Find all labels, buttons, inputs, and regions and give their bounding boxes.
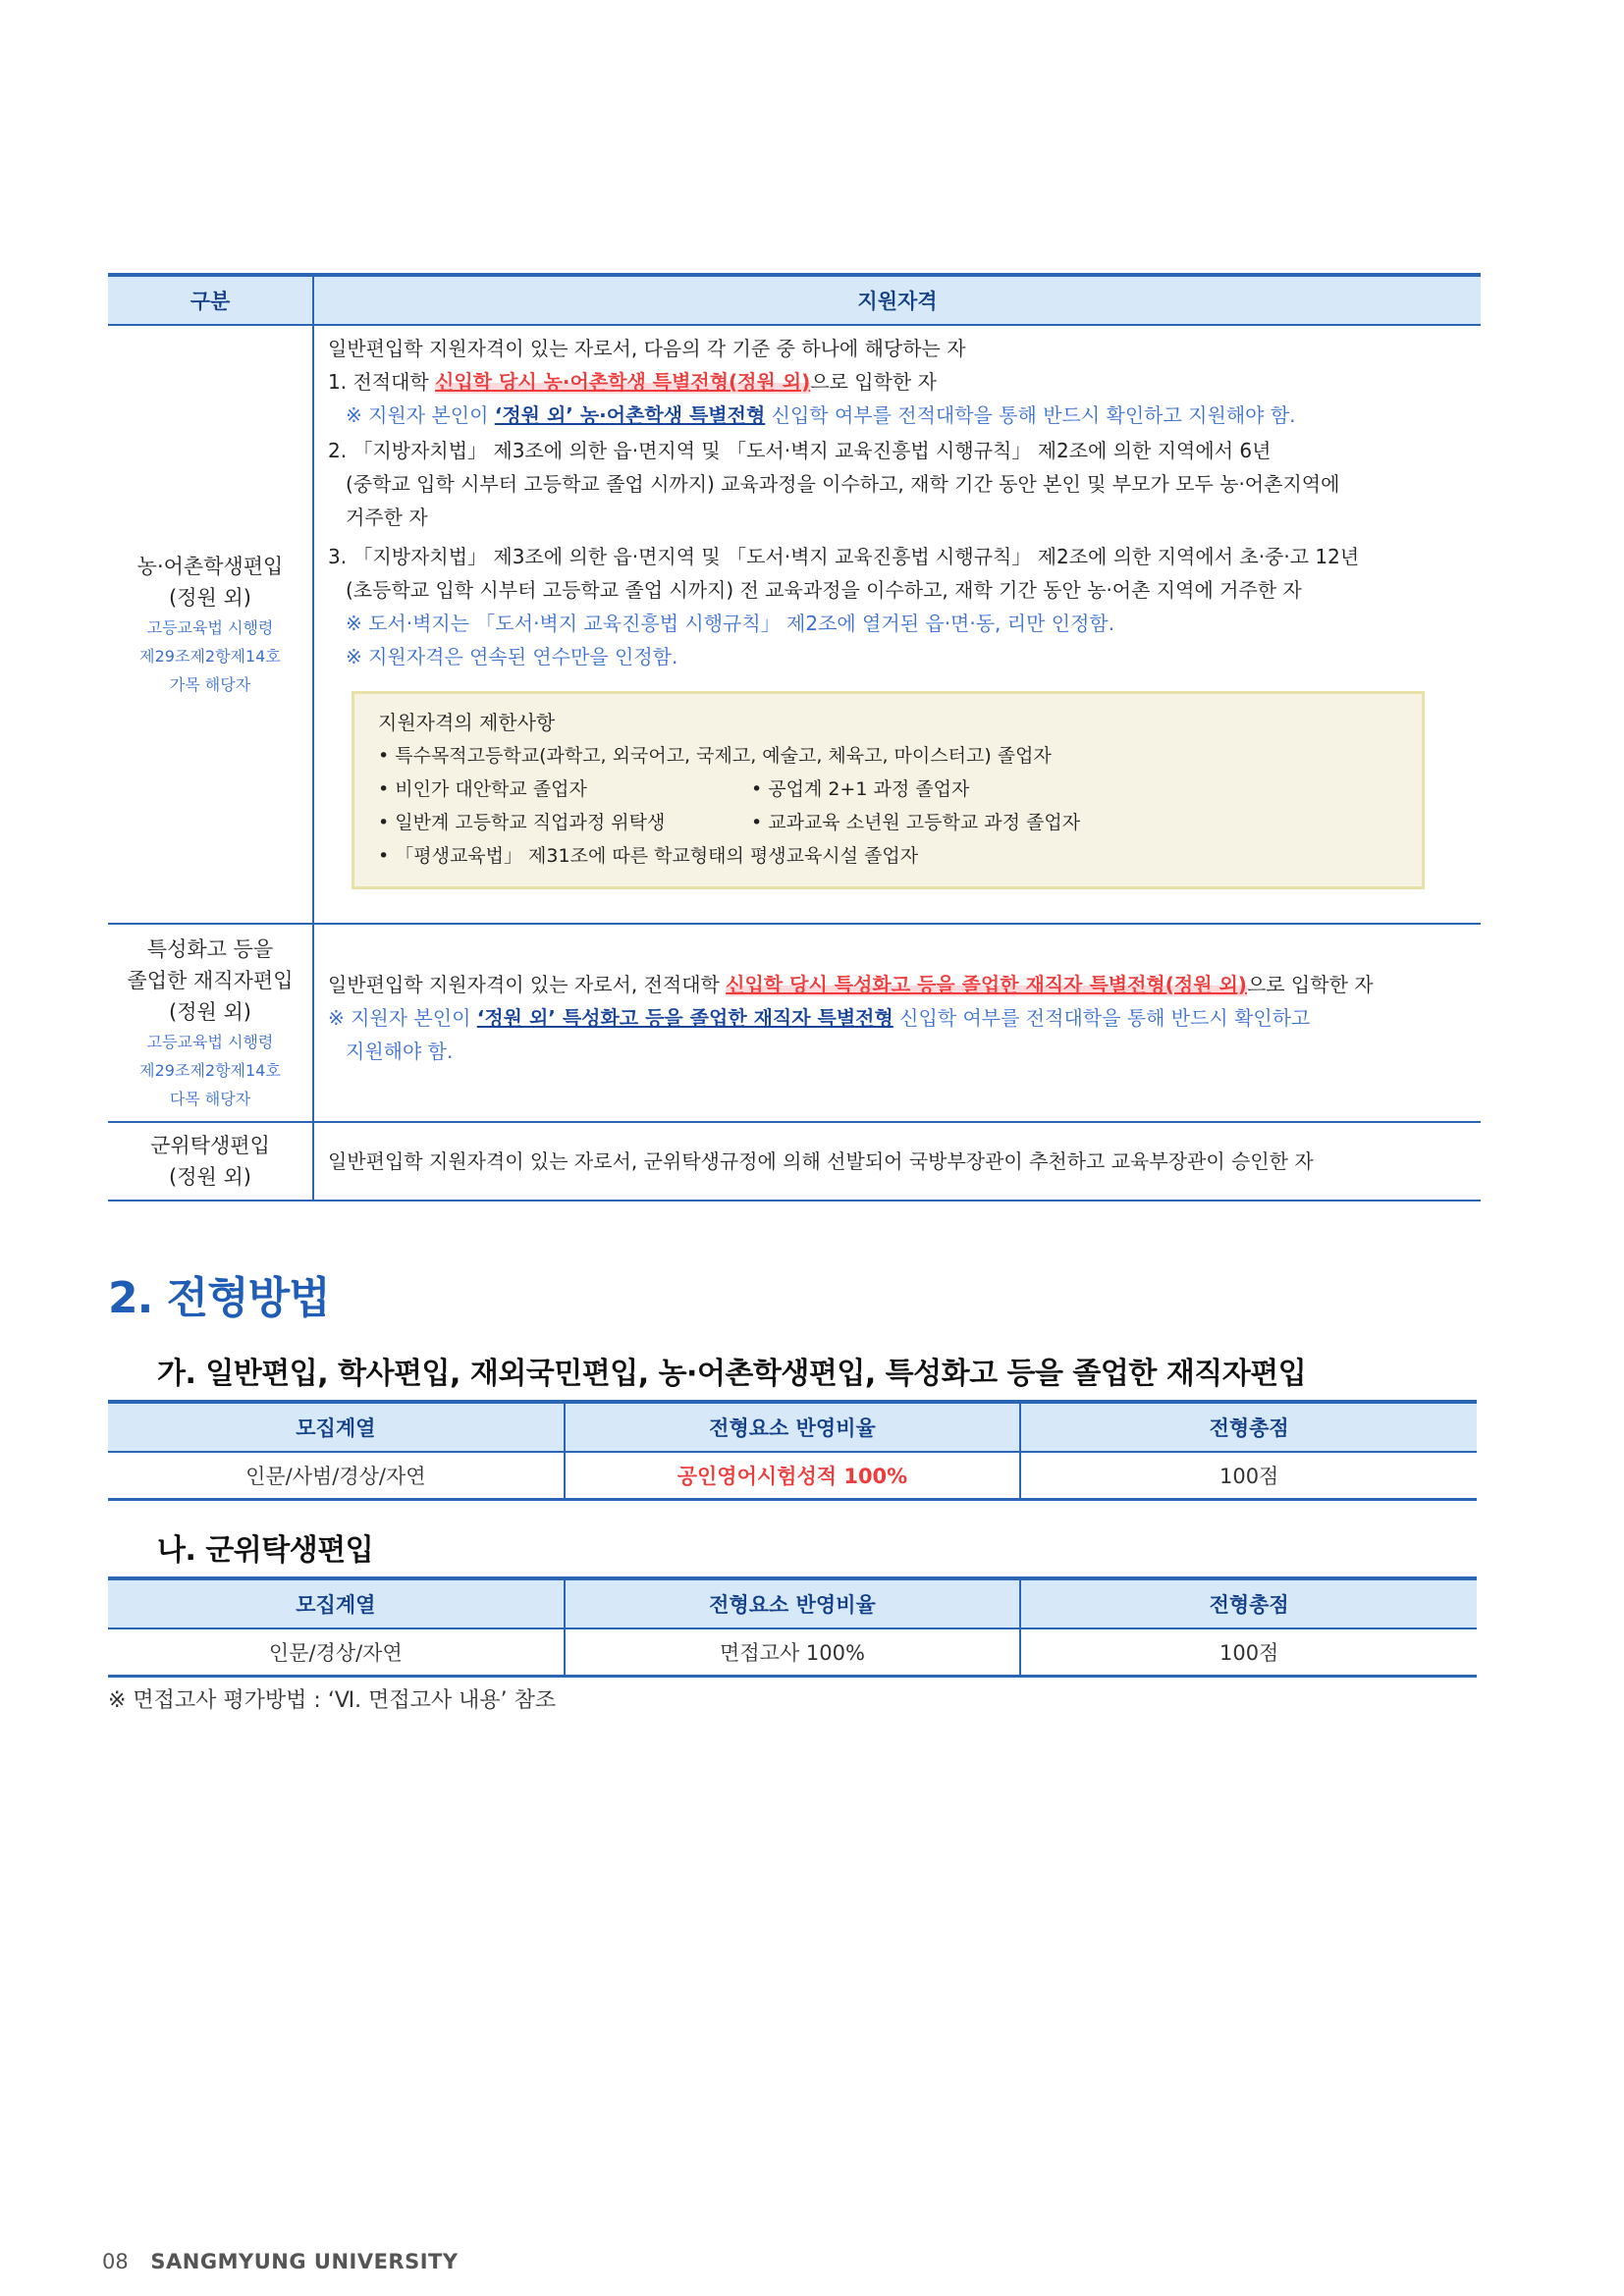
rural-law-line: 제29조제2항제14호 <box>139 646 281 666</box>
specialized-law-line: 다목 해당자 <box>169 1089 251 1108</box>
rural-law-line: 가목 해당자 <box>169 674 251 694</box>
method-a-header: 전형요소 반영비율 <box>565 1402 1021 1452</box>
specialized-category-cell <box>108 924 313 1122</box>
specialized-eligibility-cell <box>313 924 1481 1122</box>
rural-item-1-note: ※ 지원자 본인이 ‘정원 외’ 농·어촌학생 특별전형 신입학 여부를 전적대학을 통해 반드시 확인하고 지원해야 함. <box>346 403 1296 427</box>
specialized-law-line: 고등교육법 시행령 <box>146 1032 274 1051</box>
rural-item-1: 1. 전적대학 신입학 당시 농·어촌학생 특별전형(정원 외)으로 입학한 자 <box>328 370 937 394</box>
section-title: 2. 전형방법 <box>108 1273 330 1323</box>
rural-item-3-line1: 3. 「지방자치법」 제3조에 의한 읍·면지역 및 「도서·벽지 교육진흥법 시행규칙」 제2조에 의한 지역에서 초·중·고 12년 <box>328 545 1360 568</box>
method-table-b <box>108 1576 1477 1678</box>
method-a-ratio: 공인영어시험성적 100% <box>565 1452 1021 1500</box>
restrictions-box <box>352 691 1425 889</box>
rural-quota: (정원 외) <box>169 585 251 610</box>
page-number: 08 <box>102 2250 129 2273</box>
rural-intro: 일반편입학 지원자격이 있는 자로서, 다음의 각 기준 중 하나에 해당하는 자 <box>328 337 966 360</box>
header-eligibility: 지원자격 <box>313 275 1481 325</box>
specialized-note-line2: 지원해야 함. <box>346 1040 454 1063</box>
rural-item-2-line2: (중학교 입학 시부터 고등학교 졸업 시까지) 교육과정을 이수하고, 재학 기간 동안 본인 및 부모가 모두 농·어촌지역에 <box>346 472 1340 496</box>
rural-law-line: 고등교육법 시행령 <box>146 617 274 637</box>
restriction-item: • 「평생교육법」 제31조에 따른 학교형태의 평생교육시설 졸업자 <box>378 845 919 867</box>
restrictions-title: 지원자격의 제한사항 <box>378 711 556 734</box>
military-text: 일반편입학 지원자격이 있는 자로서, 군위탁생규정에 의해 선발되어 국방부장관이 추천하고 교육부장관이 승인한 자 <box>313 1122 1481 1201</box>
university-name: SANGMYUNG UNIVERSITY <box>150 2250 459 2273</box>
subsection-b-title: 나. 군위탁생편입 <box>157 1533 374 1568</box>
table-row <box>108 1629 1477 1677</box>
method-b-header-row <box>108 1578 1477 1629</box>
page-footer <box>102 2250 459 2273</box>
method-table-a <box>108 1400 1477 1501</box>
restriction-item: • 교과교육 소년원 고등학교 과정 졸업자 <box>751 812 1081 833</box>
method-b-header: 모집계열 <box>108 1578 565 1629</box>
military-quota: (정원 외) <box>169 1165 251 1189</box>
rural-category-cell <box>108 325 313 924</box>
rural-item-3-line2: (초등학교 입학 시부터 고등학교 졸업 시까지) 전 교육과정을 이수하고, 재학 기간 동안 농·어촌 지역에 거주한 자 <box>346 578 1302 602</box>
method-b-header: 전형요소 반영비율 <box>565 1578 1021 1629</box>
eligibility-table <box>108 273 1481 1201</box>
interview-note: ※ 면접고사 평가방법 : ‘Ⅵ. 면접고사 내용’ 참조 <box>108 1688 557 1713</box>
table-row <box>108 1452 1477 1500</box>
specialized-category-line1: 특성화고 등을 <box>146 936 274 961</box>
military-row <box>108 1122 1481 1201</box>
eligibility-header-row <box>108 275 1481 325</box>
rural-item-2-line1: 2. 「지방자치법」 제3조에 의한 읍·면지역 및 「도서·벽지 교육진흥법 시행규칙」 제2조에 의한 지역에서 6년 <box>328 439 1272 462</box>
specialized-highlight: 신입학 당시 특성화고 등을 졸업한 재직자 특별전형(정원 외) <box>726 973 1247 996</box>
method-a-header-row <box>108 1402 1477 1452</box>
method-b-field: 인문/경상/자연 <box>108 1629 565 1677</box>
method-a-total: 100점 <box>1020 1452 1477 1500</box>
method-b-ratio: 면접고사 100% <box>565 1629 1021 1677</box>
method-a-header: 모집계열 <box>108 1402 565 1452</box>
method-b-total: 100점 <box>1020 1629 1477 1677</box>
method-a-field: 인문/사범/경상/자연 <box>108 1452 565 1500</box>
rural-category: 농·어촌학생편입 <box>136 554 284 578</box>
specialized-law-line: 제29조제2항제14호 <box>139 1060 281 1080</box>
rural-row <box>108 325 1481 924</box>
subsection-a-title: 가. 일반편입, 학사편입, 재외국민편입, 농·어촌학생편입, 특성화고 등을 졸업한 재직자편입 <box>157 1357 1307 1391</box>
header-category: 구분 <box>108 275 313 325</box>
specialized-row <box>108 924 1481 1122</box>
restriction-item: • 공업계 2+1 과정 졸업자 <box>751 778 970 800</box>
specialized-text: 일반편입학 지원자격이 있는 자로서, 전적대학 신입학 당시 특성화고 등을 졸업한 재직자 특별전형(정원 외)으로 입학한 자 <box>328 973 1374 996</box>
rural-item-3-note2: ※ 지원자격은 연속된 연수만을 인정함. <box>346 645 678 668</box>
rural-item-1-highlight: 신입학 당시 농·어촌학생 특별전형(정원 외) <box>435 370 811 394</box>
specialized-quota: (정원 외) <box>169 999 251 1024</box>
military-category-cell <box>108 1122 313 1201</box>
method-a-header: 전형총점 <box>1020 1402 1477 1452</box>
specialized-category-line2: 졸업한 재직자편입 <box>127 968 294 992</box>
specialized-note: ※ 지원자 본인이 ‘정원 외’ 특성화고 등을 졸업한 재직자 특별전형 신입학 여부를 전적대학을 통해 반드시 확인하고 <box>328 1006 1311 1030</box>
rural-item-3-note1: ※ 도서·벽지는 「도서·벽지 교육진흥법 시행규칙」 제2조에 열거된 읍·면·동, 리만 인정함. <box>346 612 1115 635</box>
restriction-item: • 비인가 대안학교 졸업자 <box>378 778 587 800</box>
restriction-item: • 특수목적고등학교(과학고, 외국어고, 국제고, 예술고, 체육고, 마이스터고) 졸업자 <box>378 745 1052 767</box>
rural-eligibility-cell <box>313 325 1481 924</box>
method-b-header: 전형총점 <box>1020 1578 1477 1629</box>
military-category: 군위탁생편입 <box>150 1134 270 1157</box>
rural-item-2-line3: 거주한 자 <box>346 506 428 529</box>
restriction-item: • 일반계 고등학교 직업과정 위탁생 <box>378 812 666 833</box>
